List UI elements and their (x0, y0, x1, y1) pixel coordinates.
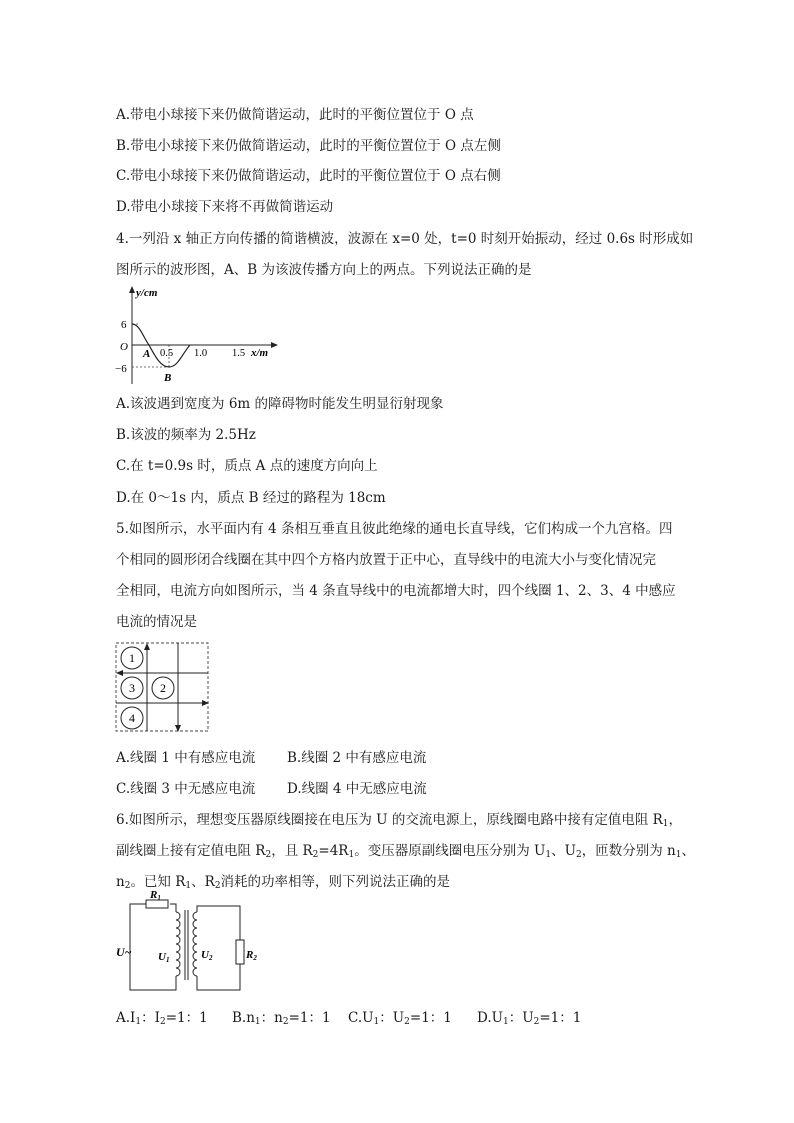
wire-horizontal-bottom-arrow (202, 700, 209, 706)
y-axis-label: y/cm (136, 287, 158, 299)
coil-2-label: 2 (160, 681, 166, 695)
coil-3-label: 3 (129, 681, 135, 695)
coil-1-label: 1 (129, 651, 135, 665)
q5-grid-figure (114, 641, 212, 735)
y-tick-6: 6 (121, 319, 127, 331)
q4-stem-line-2: 图所示的波形图，A、B 为该波传播方向上的两点。下列说法正确的是 (116, 262, 532, 278)
q5-option-b: B.线圈 2 中有感应电流 (287, 750, 427, 766)
q3-option-c: C.带电小球接下来仍做简谐运动，此时的平衡位置位于 O 点右侧 (116, 168, 501, 184)
q6-stem-line-1: 6.如图所示，理想变压器原线圈接在电压为 U 的交流电源上，原线圈电路中接有定值电阻 $R_1$， (116, 812, 683, 829)
q6-stem-line-2: 副线圈上接有定值电阻 $R_2$，且 $R_2=4R_1$。变压器原副线圈电压分别为 $U_1$、$U_2$，匝数分别为 $n_1$、 (116, 843, 695, 860)
q4-option-b: B.该波的频率为 2.5Hz (116, 427, 256, 443)
q6-transformer-figure (114, 889, 274, 996)
q6-option-b: $B.n_1$：$n_2=1$：1 (232, 1010, 331, 1027)
q4-option-d: D.在 0～1s 内，质点 B 经过的路程为 18cm (116, 490, 386, 506)
q5-option-a: A.线圈 1 中有感应电流 (116, 750, 256, 766)
wire-vertical-left-arrow (144, 643, 150, 650)
u2-label: U2 (201, 949, 213, 962)
q3-option-d: D.带电小球接下来将不再做简谐运动 (116, 199, 334, 215)
primary-coil (176, 912, 180, 976)
q6-option-a: $A.I_1$：$I_2=1$：1 (116, 1010, 208, 1027)
origin-label: O (120, 341, 128, 353)
q5-option-d: D.线圈 4 中无感应电流 (287, 781, 427, 797)
q5-stem-line-1: 5.如图所示，水平面内有 4 条相互垂直且彼此绝缘的通电长直导线，它们构成一个九宫格。四 (116, 521, 673, 537)
r2-label: R2 (246, 949, 257, 962)
q4-option-c: C.在 t=0.9s 时，质点 A 点的速度方向向上 (116, 458, 378, 474)
x-axis-label: x/m (251, 347, 269, 359)
q4-option-a: A.该波遇到宽度为 6m 的障碍物时能发生明显衍射现象 (116, 396, 444, 412)
secondary-wire-bottom (197, 964, 240, 990)
point-b-label: B (164, 372, 172, 384)
primary-wire-loop (130, 904, 176, 990)
coil-4-label: 4 (129, 711, 135, 725)
x-tick-1.0: 1.0 (194, 348, 208, 359)
y-tick-neg6: −6 (115, 363, 127, 375)
secondary-coil (193, 912, 197, 976)
q4-stem-line-1: 4.一列沿 x 轴正方向传播的简谐横波，波源在 x=0 处，t=0 时刻开始振动，经过 0.6s 时形成如 (116, 231, 694, 247)
resistor-r2 (236, 940, 244, 964)
x-tick-1.5: 1.5 (232, 348, 246, 359)
q6-stem-line-3: $n_2$。已知 $R_1$、$R_2$消耗的功率相等，则下列说法正确的是 (116, 874, 451, 891)
q3-option-b: B.带电小球接下来仍做简谐运动，此时的平衡位置位于 O 点左侧 (116, 138, 501, 154)
q5-stem-line-3: 全相同，电流方向如图所示，当 4 条直导线中的电流都增大时，四个线圈 1、2、3、4 中感应 (116, 583, 676, 599)
point-a-label: A (143, 348, 151, 360)
q5-stem-line-2: 个相同的圆形闭合线圈在其中四个方格内放置于正中心，直导线中的电流大小与变化情况完 (116, 552, 656, 568)
secondary-wire-top (197, 906, 240, 940)
wire-horizontal-top-arrow (116, 670, 123, 676)
x-tick-0.5: 0.5 (160, 348, 174, 359)
x-axis-arrow (271, 342, 278, 348)
r1-label: R1 (150, 889, 161, 902)
y-axis-arrow (129, 286, 135, 293)
q3-option-a: A.带电小球接下来仍做简谐运动，此时的平衡位置位于 O 点 (116, 107, 474, 123)
source-label: U~ (116, 945, 132, 959)
q6-option-c: $C.U_1$：$U_2=1$：1 (348, 1010, 452, 1027)
q6-option-d: $D.U_1$：$U_2=1$：1 (477, 1010, 582, 1027)
q5-option-c: C.线圈 3 中无感应电流 (116, 781, 256, 797)
primary-wire-top-right (170, 904, 176, 912)
q4-wave-figure (112, 284, 282, 388)
q5-stem-line-4: 电流的情况是 (116, 614, 197, 630)
u1-label: U1 (158, 951, 170, 964)
